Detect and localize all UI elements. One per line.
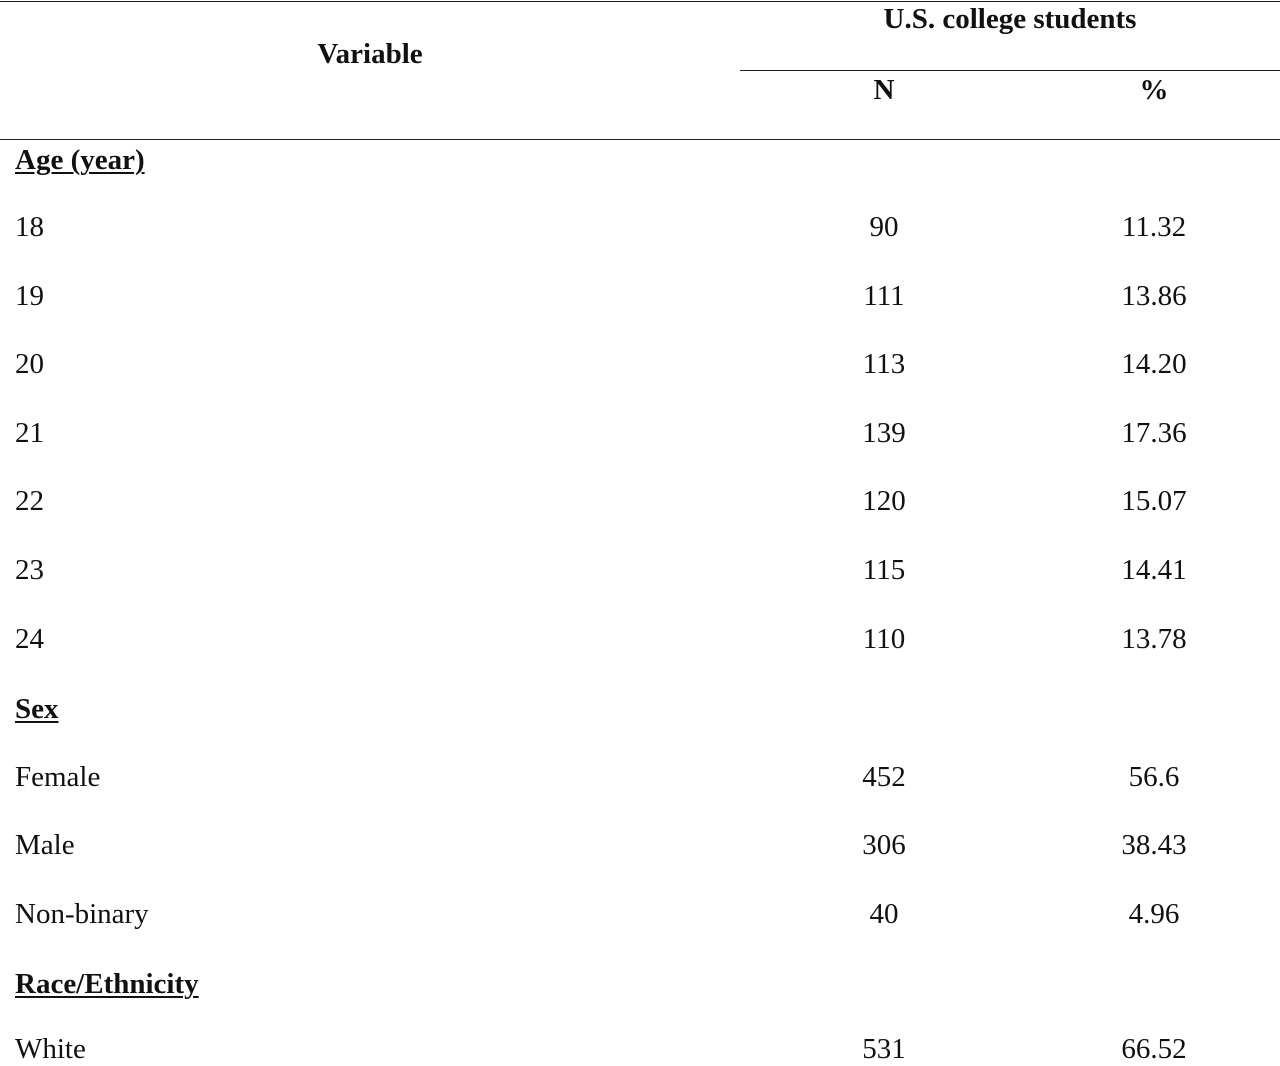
row-percent: 56.6 [1128,761,1180,793]
row-n: 111 [863,280,905,312]
row-label: 24 [15,623,44,655]
row-label: 22 [15,485,44,517]
row-percent: 14.41 [1121,554,1187,586]
row-n: 90 [869,211,899,243]
header-group: U.S. college students [883,3,1137,35]
header-bottom-rule [0,139,1280,140]
row-percent: 4.96 [1128,898,1180,930]
row-n: 139 [862,417,906,449]
row-n: 306 [862,829,906,861]
section-title: Age (year) [15,144,145,176]
row-percent: 11.32 [1121,211,1187,243]
row-percent: 13.78 [1121,623,1187,655]
row-label: 23 [15,554,44,586]
section-title: Race/Ethnicity [15,968,199,1000]
header-n: N [873,74,895,106]
row-percent: 17.36 [1121,417,1187,449]
row-n: 115 [862,554,906,586]
section-title: Sex [15,693,59,725]
row-n: 120 [862,485,906,517]
row-n: 40 [869,898,899,930]
row-label: White [15,1033,86,1065]
row-label: 21 [15,417,44,449]
row-label: Male [15,829,75,861]
row-percent: 38.43 [1121,829,1187,861]
row-percent: 13.86 [1121,280,1187,312]
row-n: 110 [862,623,906,655]
row-percent: 14.20 [1121,348,1187,380]
row-n: 531 [862,1033,906,1065]
row-label: Non-binary [15,898,149,930]
row-label: Female [15,761,101,793]
header-variable: Variable [317,38,423,70]
group-underline-rule [740,70,1280,71]
row-label: 19 [15,280,44,312]
row-percent: 66.52 [1121,1033,1187,1065]
row-n: 113 [862,348,906,380]
row-percent: 15.07 [1121,485,1187,517]
header-percent: % [1139,74,1169,106]
row-n: 452 [862,761,906,793]
row-label: 20 [15,348,44,380]
row-label: 18 [15,211,44,243]
